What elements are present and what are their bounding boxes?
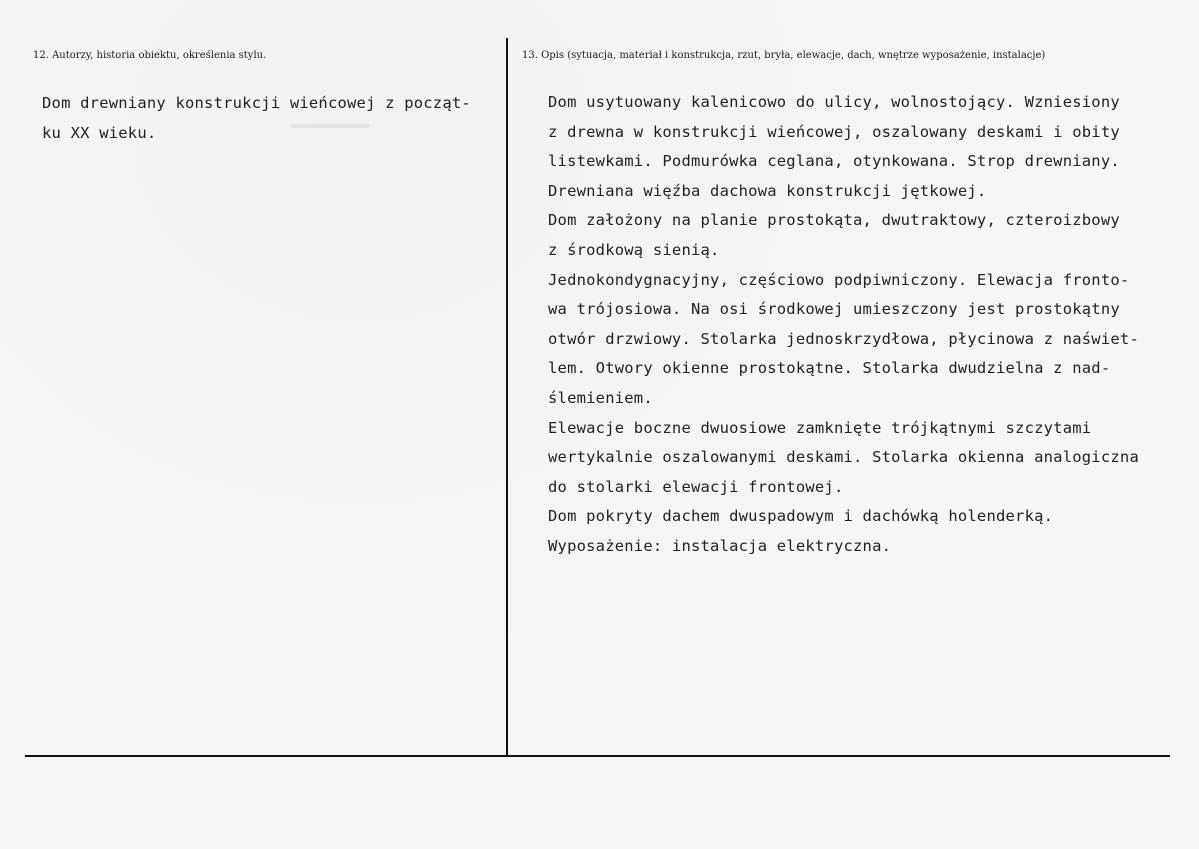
text-line: Jednokondygnacyjny, częściowo podpiwniczony. Elewacja fronto- <box>548 270 1130 289</box>
text-line: do stolarki elewacji frontowej. <box>548 477 844 496</box>
bottom-rule <box>25 755 1170 757</box>
text-line: z drewna w konstrukcji wieńcowej, oszalowany deskami i obity <box>548 122 1120 141</box>
text-line: listewkami. Podmurówka ceglana, otynkowana. Strop drewniany. <box>548 152 1120 171</box>
section-12-heading: 12. Autorzy, historia obiektu, określenia stylu. <box>33 50 267 61</box>
authors-history-text <box>42 89 500 148</box>
text-line: Dom usytuowany kalenicowo do ulicy, wolnostojący. Wzniesiony <box>548 93 1120 111</box>
text-line: ku XX wieku. <box>42 123 157 142</box>
text-line: otwór drzwiowy. Stolarka jednoskrzydłowa, płycinowa z naświet- <box>548 329 1139 348</box>
text-line: Dom pokryty dachem dwuspadowym i dachówką holenderką. <box>548 507 1054 526</box>
text-line: Wyposażenie: instalacja elektryczna. <box>548 536 892 555</box>
text-line: lem. Otwory okienne prostokątne. Stolarka dwudzielna z nad- <box>548 359 1111 378</box>
text-line: Elewacje boczne dwuosiowe zamknięte trójkątnymi szczytami <box>548 418 1092 437</box>
text-line: Dom założony na planie prostokąta, dwutraktowy, czteroizbowy <box>548 211 1120 230</box>
text-line: wa trójosiowa. Na osi środkowej umieszczony jest prostokątny <box>548 300 1120 319</box>
text-line: ślemieniem. <box>548 388 653 407</box>
column-divider <box>506 38 508 756</box>
text-line: Drewniana więźba dachowa konstrukcji jętkowej. <box>548 181 987 200</box>
text-line: Dom drewniany konstrukcji wieńcowej z począt- <box>42 94 471 112</box>
section-13-heading: 13. Opis (sytuacja, materiał i konstrukcja, rzut, bryła, elewacje, dach, wnętrze wyposażenie, instalacje) <box>522 50 1046 61</box>
text-line: wertykalnie oszalowanymi deskami. Stolarka okienna analogiczna <box>548 448 1139 467</box>
description-text <box>548 88 1178 562</box>
text-line: z środkową sienią. <box>548 240 720 259</box>
